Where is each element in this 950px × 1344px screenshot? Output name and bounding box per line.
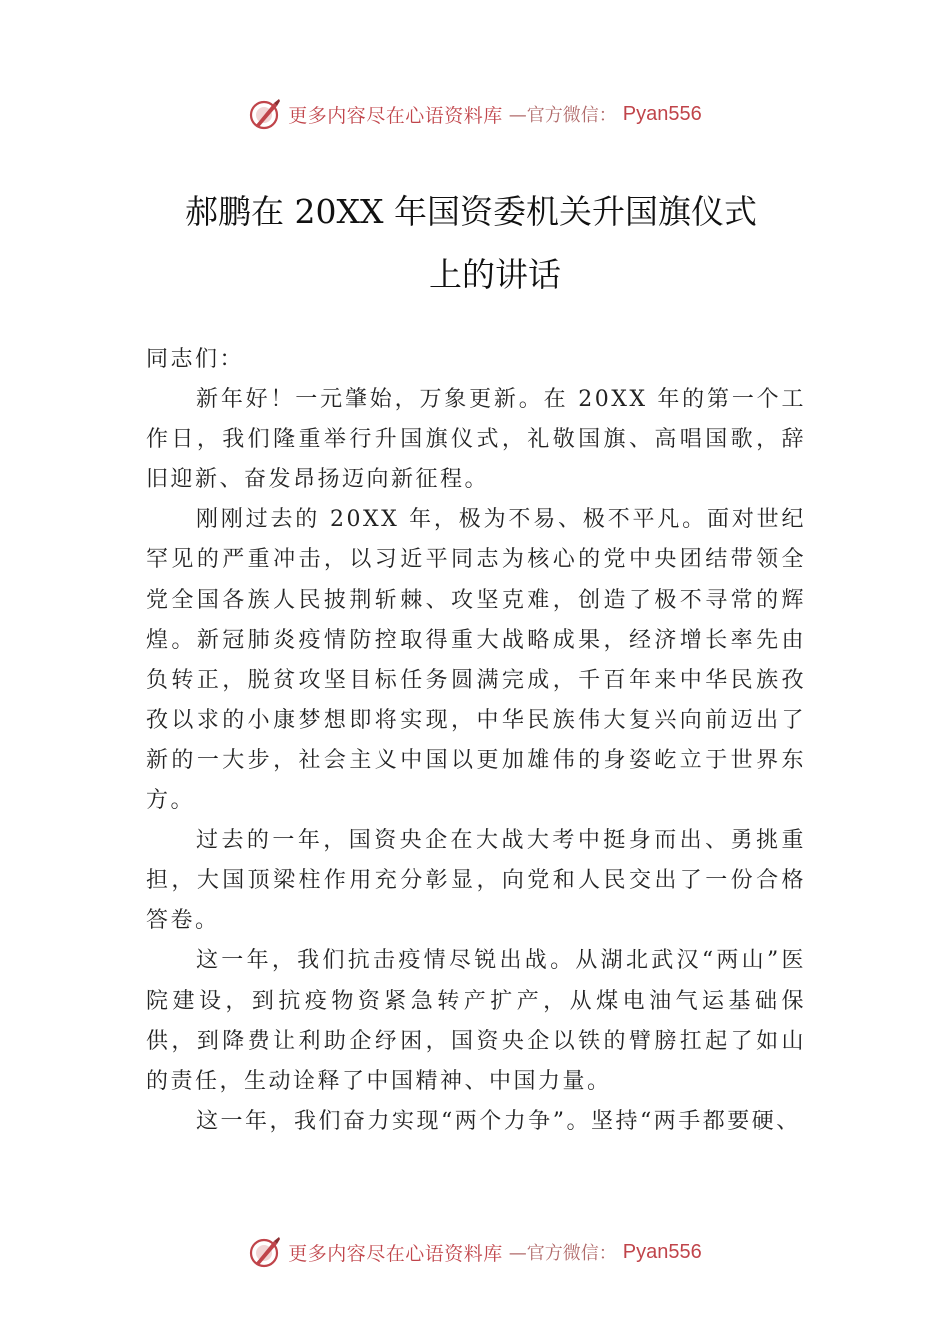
salutation: 同志们：	[146, 347, 245, 372]
watermark-separator: —官方微信：	[508, 105, 617, 126]
paragraph: 这一年，我们奋力实现“两个力争”。坚持“两手都要硬、	[196, 1108, 801, 1134]
paragraph: 过去的一年，国资央企在大战大考中挺身而出、勇挑重担，大国顶梁柱作用充分彰显，向党和人民交出了一份合格答卷。	[146, 828, 806, 934]
title-line-1: 郝鹏在 20XX 年国资委机关升国旗仪式	[185, 192, 757, 231]
watermark-text: 更多内容尽在心语资料库	[288, 1242, 503, 1265]
paragraph: 新年好！一元肇始，万象更新。在 20XX 年的第一个工作日，我们隆重举行升国旗仪式，礼敬国旗、高唱国歌，辞 旧迎新、奋发昂扬迈向新征程。	[146, 387, 806, 493]
watermark-text: 更多内容尽在心语资料库	[288, 104, 503, 127]
watermark-footer	[0, 1234, 950, 1270]
document-body	[146, 340, 806, 1142]
watermark-wechat-id: Pyan556	[622, 1240, 702, 1263]
paragraph: 刚刚过去的 20XX 年，极为不易、极不平凡。面对世纪罕见的严重冲击，以习近平同志为核心的党中央团结带领全党全国各族人民披荆斩棘、攻坚克难，创造了极不寻常的辉煌。新冠肺炎疫情防控取得重大战略成果，经济增长率先由负转正，脱贫攻坚目标任务圆满完成，千百年来中华民族孜孜以求的小康梦想即将实现，中华民族伟大复兴向前迈出了新的一大步，社会主义中国以更加雄伟的身姿屹立于世界东方。	[146, 507, 806, 814]
watermark-wechat-id: Pyan556	[622, 102, 702, 125]
watermark-header	[0, 96, 950, 132]
title-line-2: 上的讲话	[429, 255, 561, 294]
pen-logo-icon	[248, 1235, 282, 1269]
watermark-separator: —官方微信：	[508, 1243, 617, 1264]
pen-logo-icon	[248, 97, 282, 131]
document-title	[0, 180, 950, 306]
paragraph: 这一年，我们抗击疫情尽锐出战。从湖北武汉“两山”医院建设，到抗疫物资紧急转产扩产，从煤电油气运基础保供，到降费让利助企纾困，国资央企以铁的臂膀扛起了如山的责任，生动诠释了中国精神、中国力量。	[146, 948, 806, 1094]
